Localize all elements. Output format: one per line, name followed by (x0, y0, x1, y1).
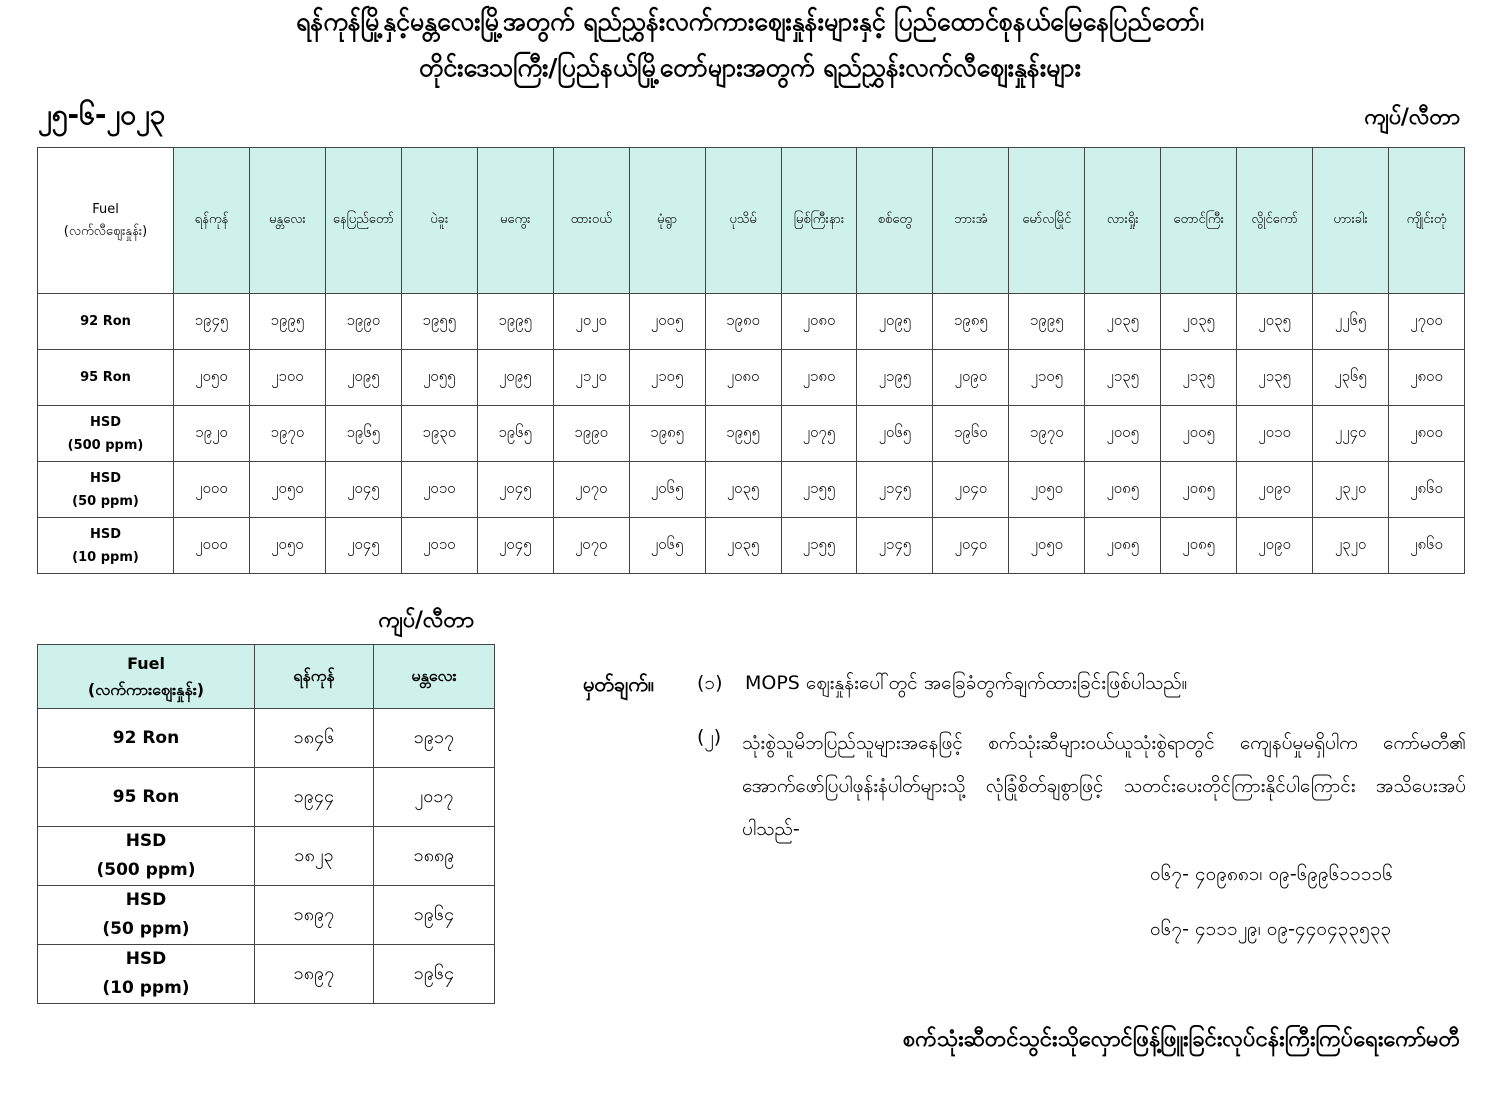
retail-price-cell: ၂၀၄၅ (325, 518, 401, 574)
wholesale-city-header: မန္တလေး (374, 645, 495, 709)
wholesale-price-cell: ၁၈၄၆ (255, 709, 374, 768)
wholesale-price-cell: ၂၀၁၇ (374, 768, 495, 827)
retail-city-header: မန္တလေး (249, 148, 325, 294)
retail-price-cell: ၂၀၈၅ (1085, 462, 1161, 518)
retail-price-cell: ၂၀၉၅ (325, 350, 401, 406)
wholesale-fuel-header-line1: Fuel (127, 653, 165, 673)
retail-price-cell: ၂၁၄၅ (857, 518, 933, 574)
retail-header-row (38, 148, 1465, 294)
retail-price-cell: ၁၉၂၀ (174, 406, 250, 462)
retail-city-header: လားရှိုး (1085, 148, 1161, 294)
wholesale-price-cell: ၁၈၈၉ (374, 827, 495, 886)
wholesale-fuel-type (38, 886, 255, 945)
wholesale-price-cell: ၁၉၁၇ (374, 709, 495, 768)
retail-price-cell: ၂၀၆၅ (629, 518, 705, 574)
retail-price-cell: ၂၀၇၀ (553, 462, 629, 518)
retail-city-header: ပုသိမ် (705, 148, 781, 294)
retail-price-cell: ၂၀၃၅ (1161, 294, 1237, 350)
retail-fuel-name: HSD (89, 526, 122, 542)
retail-price-cell: ၂၃၂၀ (1313, 462, 1389, 518)
page-title-line2: တိုင်းဒေသကြီး/ပြည်နယ်မြို့တော်များအတွက် ရည်ညွှန်းလက်လီဈေးနှုန်းများ (418, 53, 1082, 82)
retail-fuel-type (38, 406, 174, 462)
retail-price-cell: ၂၀၃၅ (705, 518, 781, 574)
retail-city-header: ပဲခူး (401, 148, 477, 294)
retail-price-cell: ၂၀၄၀ (933, 462, 1009, 518)
wholesale-price-cell: ၁၉၆၄ (374, 945, 495, 1004)
retail-price-cell: ၂၀၉၀ (1237, 518, 1313, 574)
retail-price-cell: ၁၉၉၅ (249, 294, 325, 350)
retail-price-cell: ၂၀၃၅ (705, 462, 781, 518)
retail-price-cell: ၂၈၀၀ (1389, 350, 1465, 406)
retail-price-cell: ၂၈၀၀ (1389, 406, 1465, 462)
retail-price-cell: ၂၀၅၀ (249, 462, 325, 518)
wholesale-row (38, 709, 495, 768)
retail-price-cell: ၂၀၁၀ (401, 518, 477, 574)
retail-price-cell: ၂၀၉၀ (933, 350, 1009, 406)
retail-fuel-name: 92 Ron (80, 314, 131, 329)
retail-city-header: ရန်ကုန် (174, 148, 250, 294)
retail-price-cell: ၂၂၄၀ (1313, 406, 1389, 462)
retail-price-cell: ၂၁၀၅ (629, 350, 705, 406)
wholesale-fuel-name: HSD (125, 949, 167, 969)
wholesale-fuel-type (38, 827, 255, 886)
retail-city-header: မကွေး (477, 148, 553, 294)
retail-price-cell: ၂၀၀၀ (174, 518, 250, 574)
retail-price-cell: ၂၀၅၀ (174, 350, 250, 406)
retail-fuel-type (38, 294, 174, 350)
retail-price-cell: ၂၁၄၅ (857, 462, 933, 518)
retail-fuel-header-line2: (လက်လီဈေးနှုန်း) (63, 223, 148, 239)
retail-price-cell: ၂၀၆၅ (857, 406, 933, 462)
retail-fuel-header-line1: Fuel (92, 201, 119, 217)
retail-row (38, 294, 1465, 350)
note-2-text: သုံးစွဲသူမိဘပြည်သူများအနေဖြင့် စက်သုံးဆီများဝယ်ယူသုံးစွဲရာတွင် ကျေနပ်မှုမရှိပါက ကော်မတီ၏ အောက်ဖော်ပြပါဖုန်းနံပါတ်များသို့ လုံခြုံစိတ်ချစွာဖြင့် သတင်းပေးတိုင်ကြားနိုင်ပါကြောင်း အသိပေးအပ်ပါသည်- (742, 732, 1466, 840)
wholesale-fuel-header (38, 645, 255, 709)
retail-city-header: စစ်တွေ (857, 148, 933, 294)
retail-price-table (37, 147, 1465, 574)
phone-number-2: ၀၆၇- ၄၁၁၁၂၉၊ ၀၉-၄၄၀၄၃၃၅၃၃ (1150, 918, 1392, 940)
retail-price-cell: ၂၀၆၅ (629, 462, 705, 518)
phone-number-1: ၀၆၇- ၄၀၉၈၈၁၊ ၀၉-၆၉၉၆၁၁၁၁၆ (1150, 863, 1393, 885)
retail-price-cell: ၁၉၈၅ (933, 294, 1009, 350)
retail-price-cell: ၂၂၆၅ (1313, 294, 1389, 350)
wholesale-fuel-grade: (500 ppm) (96, 860, 196, 880)
unit-label-wholesale: ကျပ်/လီတာ (378, 608, 474, 633)
wholesale-row (38, 768, 495, 827)
note-1-number: (၁) (697, 672, 723, 694)
retail-price-cell: ၁၉၆၅ (325, 406, 401, 462)
retail-price-cell: ၂၁၉၅ (857, 350, 933, 406)
retail-price-cell: ၂၀၅၀ (1009, 462, 1085, 518)
retail-price-cell: ၂၀၈၅ (1085, 518, 1161, 574)
retail-price-cell: ၂၀၁၀ (1237, 406, 1313, 462)
retail-fuel-name: 95 Ron (80, 370, 131, 385)
retail-city-header: နေပြည်တော် (325, 148, 401, 294)
retail-price-cell: ၂၀၅၅ (401, 350, 477, 406)
wholesale-header-row (38, 645, 495, 709)
retail-price-cell: ၂၀၃၅ (1237, 294, 1313, 350)
wholesale-row (38, 886, 495, 945)
retail-price-cell: ၂၀၁၀ (401, 462, 477, 518)
wholesale-city-header: ရန်ကုန် (255, 645, 374, 709)
wholesale-fuel-type (38, 768, 255, 827)
wholesale-price-cell: ၁၉၄၄ (255, 768, 374, 827)
retail-price-cell: ၂၀၉၀ (1237, 462, 1313, 518)
retail-price-cell: ၁၉၈၅ (629, 406, 705, 462)
retail-price-cell: ၂၀၄၅ (477, 518, 553, 574)
retail-price-cell: ၂၀၄၅ (325, 462, 401, 518)
retail-price-cell: ၂၀၈၀ (705, 350, 781, 406)
retail-row (38, 518, 1465, 574)
notes-label: မှတ်ချက်။ (583, 672, 654, 696)
wholesale-fuel-grade: (50 ppm) (102, 919, 190, 939)
retail-price-cell: ၁၉၉၀ (553, 406, 629, 462)
retail-row (38, 406, 1465, 462)
committee-signature: စက်သုံးဆီတင်သွင်းသိုလှောင်ဖြန့်ဖြူးခြင်းလုပ်ငန်းကြီးကြပ်ရေးကော်မတီ (902, 1027, 1460, 1052)
wholesale-fuel-type (38, 945, 255, 1004)
unit-label-retail: ကျပ်/လီတာ (1364, 105, 1460, 130)
retail-price-cell: ၁၉၅၅ (401, 294, 477, 350)
retail-price-cell: ၂၀၈၅ (1161, 518, 1237, 574)
retail-price-cell: ၂၈၆၀ (1389, 462, 1465, 518)
retail-price-cell: ၁၉၃၀ (401, 406, 477, 462)
retail-price-cell: ၂၀၈၅ (1161, 462, 1237, 518)
wholesale-row (38, 827, 495, 886)
wholesale-fuel-name: HSD (125, 831, 167, 851)
date-label: ၂၅-၆-၂၀၂၃ (38, 98, 166, 131)
retail-row (38, 462, 1465, 518)
retail-price-cell: ၂၁၃၅ (1161, 350, 1237, 406)
retail-city-header: တောင်ကြီး (1161, 148, 1237, 294)
retail-city-header: ကျိုင်းတုံ (1389, 148, 1465, 294)
retail-price-cell: ၂၃၆၅ (1313, 350, 1389, 406)
wholesale-fuel-name: HSD (125, 890, 167, 910)
retail-price-cell: ၁၉၅၅ (705, 406, 781, 462)
retail-price-cell: ၂၁၅၅ (781, 518, 857, 574)
retail-price-cell: ၂၁၀၅ (1009, 350, 1085, 406)
retail-city-header: မုံရွာ (629, 148, 705, 294)
retail-price-cell: ၁၉၉၅ (477, 294, 553, 350)
retail-city-header: ဟားခါး (1313, 148, 1389, 294)
retail-price-cell: ၂၃၂၀ (1313, 518, 1389, 574)
retail-price-cell: ၂၀၃၅ (1085, 294, 1161, 350)
retail-price-cell: ၁၉၄၅ (174, 294, 250, 350)
retail-price-cell: ၂၈၆၀ (1389, 518, 1465, 574)
wholesale-price-cell: ၁၈၂၃ (255, 827, 374, 886)
retail-price-cell: ၁၉၇၀ (249, 406, 325, 462)
note-1-text: MOPS ဈေးနှုန်းပေါ်တွင် အခြေခံတွက်ချက်ထားခြင်းဖြစ်ပါသည်။ (745, 672, 1188, 694)
retail-price-cell: ၂၁၂၀ (553, 350, 629, 406)
retail-price-cell: ၁၉၇၀ (1009, 406, 1085, 462)
retail-fuel-grade: (10 ppm) (72, 549, 139, 565)
retail-price-cell: ၂၀၀၅ (1085, 406, 1161, 462)
retail-price-cell: ၂၀၉၅ (857, 294, 933, 350)
retail-price-cell: ၂၁၈၀ (781, 350, 857, 406)
retail-fuel-type (38, 462, 174, 518)
retail-price-cell: ၂၀၀၅ (629, 294, 705, 350)
retail-price-cell: ၁၉၉၀ (325, 294, 401, 350)
wholesale-price-cell: ၁၉၆၄ (374, 886, 495, 945)
retail-price-cell: ၂၁၃၅ (1085, 350, 1161, 406)
page-title-line1: ရန်ကုန်မြို့နှင့်မန္တလေးမြို့အတွက် ရည်ညွှန်းလက်ကားဈေးနှုန်းများနှင့် ပြည်ထောင်စုနယ်မြေနေပြည်တော်၊ (296, 7, 1204, 36)
retail-price-cell: ၂၀၇၀ (553, 518, 629, 574)
retail-price-cell: ၂၀၀၅ (1161, 406, 1237, 462)
retail-price-cell: ၁၉၆၀ (933, 406, 1009, 462)
retail-price-cell: ၂၀၇၅ (781, 406, 857, 462)
retail-fuel-header (38, 148, 174, 294)
retail-price-cell: ၂၀၂၀ (553, 294, 629, 350)
wholesale-price-table (37, 644, 495, 1004)
note-2-number: (၂) (697, 726, 722, 748)
wholesale-fuel-header-line2: (လက်ကားဈေးနှုန်း) (87, 679, 205, 699)
retail-price-cell: ၁၉၆၅ (477, 406, 553, 462)
wholesale-row (38, 945, 495, 1004)
wholesale-fuel-name: 92 Ron (112, 727, 180, 748)
wholesale-price-cell: ၁၈၉၇ (255, 945, 374, 1004)
retail-fuel-name: HSD (89, 470, 122, 486)
wholesale-price-cell: ၁၈၉၇ (255, 886, 374, 945)
retail-price-cell: ၁၉၉၅ (1009, 294, 1085, 350)
retail-city-header: ထားဝယ် (553, 148, 629, 294)
wholesale-fuel-name: 95 Ron (112, 786, 180, 807)
retail-city-header: မော်လမြိုင် (1009, 148, 1085, 294)
wholesale-fuel-grade: (10 ppm) (102, 978, 190, 998)
retail-price-cell: ၂၇၀၀ (1389, 294, 1465, 350)
retail-price-cell: ၂၁၀၀ (249, 350, 325, 406)
retail-fuel-grade: (500 ppm) (67, 437, 144, 453)
retail-price-cell: ၂၀၀၀ (174, 462, 250, 518)
retail-price-cell: ၂၀၅၀ (249, 518, 325, 574)
retail-fuel-name: HSD (89, 414, 122, 430)
retail-row (38, 350, 1465, 406)
retail-fuel-type (38, 518, 174, 574)
retail-price-cell: ၂၀၉၅ (477, 350, 553, 406)
retail-price-cell: ၂၀၄၅ (477, 462, 553, 518)
retail-city-header: မြစ်ကြီးနား (781, 148, 857, 294)
wholesale-fuel-type (38, 709, 255, 768)
retail-fuel-grade: (50 ppm) (72, 493, 139, 509)
retail-price-cell: ၂၀၈၀ (781, 294, 857, 350)
retail-price-cell: ၂၀၄၀ (933, 518, 1009, 574)
retail-price-cell: ၂၀၅၀ (1009, 518, 1085, 574)
retail-price-cell: ၁၉၈၀ (705, 294, 781, 350)
retail-city-header: လွိုင်ကော် (1237, 148, 1313, 294)
retail-price-cell: ၂၁၃၅ (1237, 350, 1313, 406)
retail-fuel-type (38, 350, 174, 406)
retail-price-cell: ၂၁၅၅ (781, 462, 857, 518)
retail-city-header: ဘားအံ (933, 148, 1009, 294)
